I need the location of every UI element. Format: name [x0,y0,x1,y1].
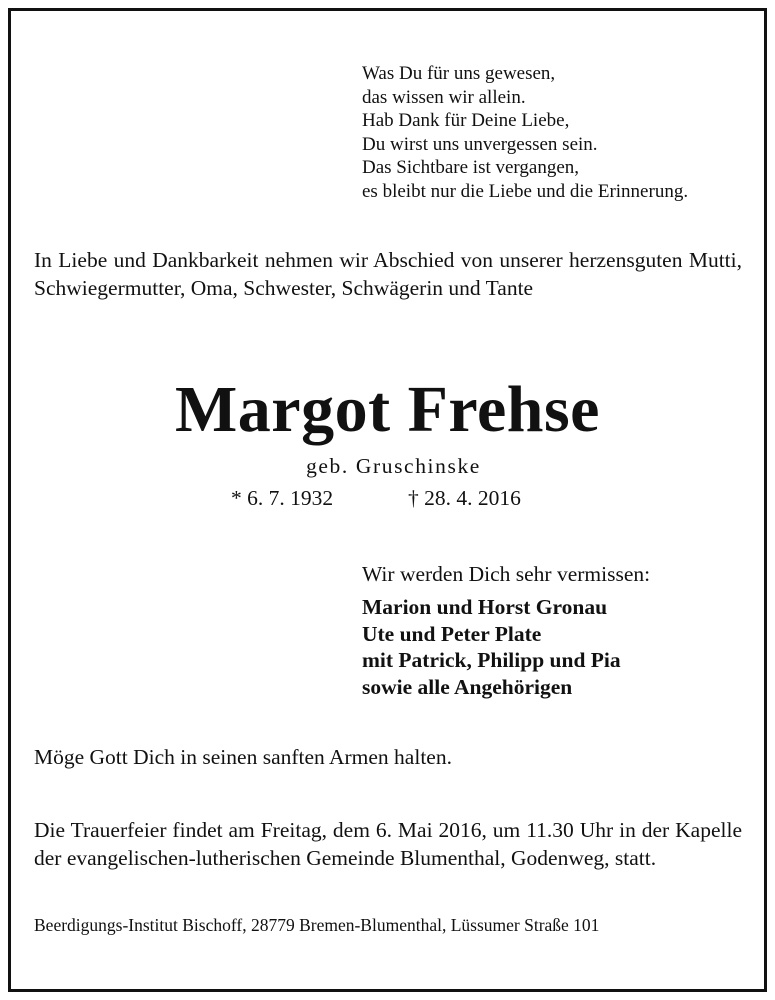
poem-line: es bleibt nur die Liebe und die Erinnerung. [362,180,689,202]
mourner-line: Marion und Horst Gronau [362,595,608,619]
mourner-line: mit Patrick, Philipp und Pia [362,648,621,672]
mourners-list [362,594,621,700]
poem-line: das wissen wir allein. [362,86,526,108]
undertaker-info: Beerdigungs-Institut Bischoff, 28779 Bremen-Blumenthal, Lüssumer Straße 101 [34,915,600,935]
death-date: † 28. 4. 2016 [408,486,521,510]
poem-line: Was Du für uns gewesen, [362,63,556,84]
poem-line: Du wirst uns unvergessen sein. [362,133,598,155]
mourner-line: sowie alle Angehörigen [362,674,573,699]
poem-line: Hab Dank für Deine Liebe, [362,110,570,131]
birth-date: * 6. 7. 1932 [231,486,334,510]
mourners-heading: Wir werden Dich sehr vermissen: [362,562,651,586]
birth-name: geb. Gruschinske [306,454,481,478]
poem [362,62,688,203]
farewell-intro: In Liebe und Dankbarkeit nehmen wir Abschied von unserer herzensguten Mutti, Schwiegermutter, Oma, Schwester, Schwägerin und Tante [34,248,742,300]
mourner-line: Ute und Peter Plate [362,621,542,646]
blessing: Möge Gott Dich in seinen sanften Armen halten. [34,745,452,769]
poem-line: Das Sichtbare ist vergangen, [362,157,580,178]
funeral-notice: Die Trauerfeier findet am Freitag, dem 6. Mai 2016, um 11.30 Uhr in der Kapelle der evangelischen-lutherischen Gemeinde Blumenthal, Godenweg, statt. [34,818,742,870]
deceased-name: Margot Frehse [175,373,600,446]
